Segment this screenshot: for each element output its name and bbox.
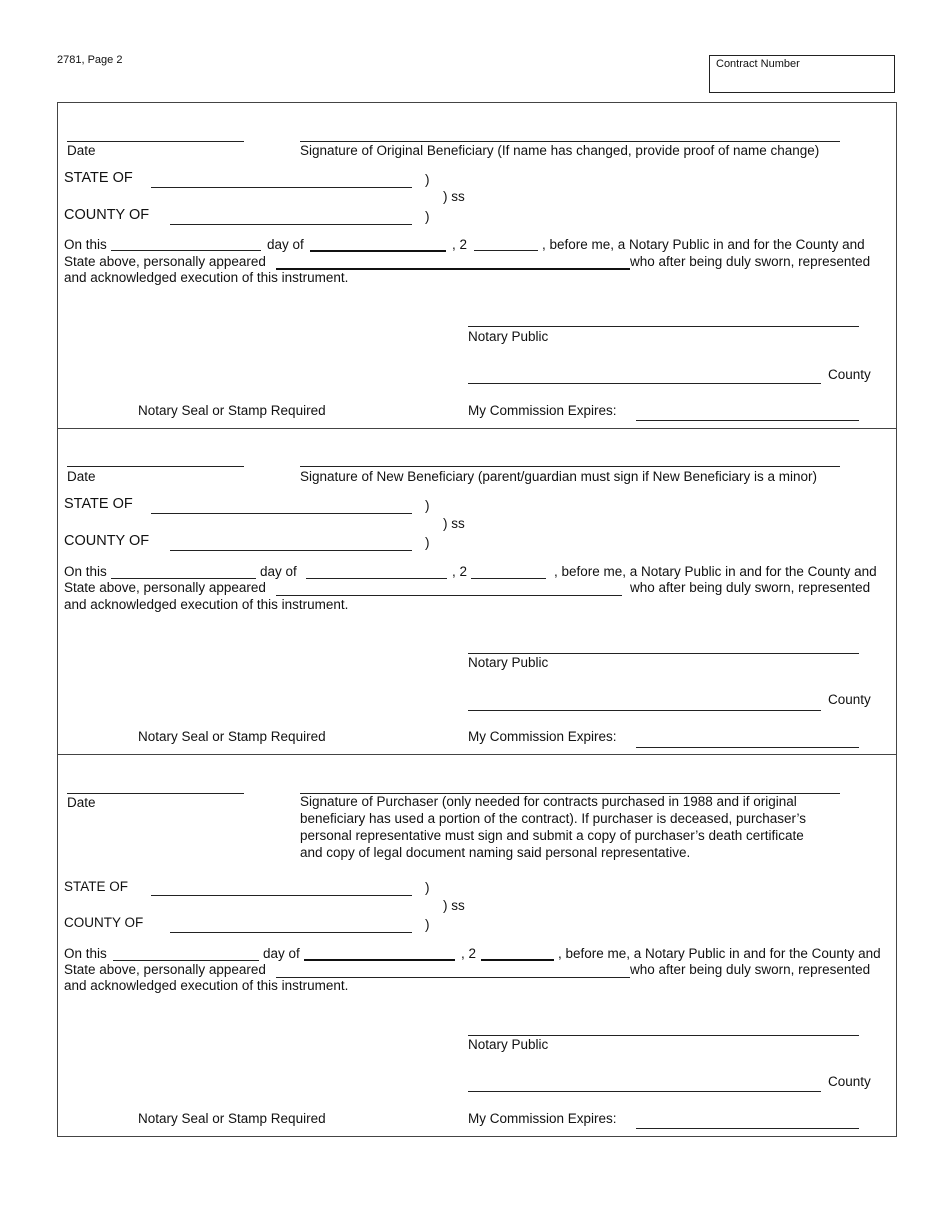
signature-field[interactable] xyxy=(300,778,840,794)
signature-field[interactable] xyxy=(300,451,840,467)
county-of-label: COUNTY OF xyxy=(64,207,150,223)
notary-county-field[interactable] xyxy=(468,695,821,711)
year-prefix: , 2 xyxy=(461,946,477,961)
notary-signature-field[interactable] xyxy=(468,638,859,654)
state-of-label: STATE OF xyxy=(64,170,133,186)
contract-number-field[interactable] xyxy=(709,55,895,93)
who-after-text: who after being duly sworn, represented xyxy=(630,254,871,269)
appeared-name-field[interactable] xyxy=(276,962,630,978)
year-field[interactable] xyxy=(481,944,554,961)
ss-label: ) ss xyxy=(443,189,465,204)
state-above-text: State above, personally appeared xyxy=(64,254,266,269)
county-of-label: COUNTY OF xyxy=(64,533,150,549)
day-of-label: day of xyxy=(263,946,300,961)
year-field[interactable] xyxy=(471,563,546,579)
county-label: County xyxy=(828,367,871,382)
date-field[interactable] xyxy=(67,126,244,142)
county-label: County xyxy=(828,692,871,707)
signature-caption: Signature of Original Beneficiary (If name has changed, provide proof of name change) xyxy=(300,143,820,158)
month-field[interactable] xyxy=(306,563,447,579)
seal-required-label: Notary Seal or Stamp Required xyxy=(138,1111,326,1126)
who-after-text: who after being duly sworn, represented xyxy=(630,580,871,595)
notary-signature-field[interactable] xyxy=(468,311,859,327)
date-label: Date xyxy=(67,795,96,810)
notary-form-frame xyxy=(57,102,897,1137)
page-label: 2781, Page 2 xyxy=(57,54,123,66)
day-field[interactable] xyxy=(113,945,259,961)
notary-county-field[interactable] xyxy=(468,1076,821,1092)
day-of-label: day of xyxy=(260,564,297,579)
county-of-field[interactable] xyxy=(170,535,412,551)
acknowledged-text: and acknowledged execution of this instrument. xyxy=(64,978,349,993)
before-me-text: , before me, a Notary Public in and for the County and xyxy=(542,237,865,252)
section-divider xyxy=(58,754,896,755)
county-of-field[interactable] xyxy=(170,209,412,225)
seal-required-label: Notary Seal or Stamp Required xyxy=(138,403,326,418)
state-above-text: State above, personally appeared xyxy=(64,580,266,595)
commission-expires-label: My Commission Expires: xyxy=(468,729,617,744)
paren: ) xyxy=(425,209,430,224)
state-of-label: STATE OF xyxy=(64,879,128,894)
on-this-label: On this xyxy=(64,946,107,961)
paren: ) xyxy=(425,917,430,932)
month-field[interactable] xyxy=(304,944,455,961)
state-of-field[interactable] xyxy=(151,172,412,188)
date-label: Date xyxy=(67,469,96,484)
year-field[interactable] xyxy=(474,235,538,251)
state-of-label: STATE OF xyxy=(64,496,133,512)
seal-required-label: Notary Seal or Stamp Required xyxy=(138,729,326,744)
paren: ) xyxy=(425,880,430,895)
signature-caption: Signature of New Beneficiary (parent/guardian must sign if New Beneficiary is a minor) xyxy=(300,469,817,484)
paren: ) xyxy=(425,498,430,513)
date-field[interactable] xyxy=(67,778,244,794)
signature-caption xyxy=(300,793,840,861)
before-me-text: , before me, a Notary Public in and for the County and xyxy=(554,564,877,579)
notary-county-field[interactable] xyxy=(468,368,821,384)
signature-caption-line: beneficiary has used a portion of the contract). If purchaser is deceased, purchaser’s xyxy=(300,811,807,826)
day-of-label: day of xyxy=(267,237,304,252)
month-field[interactable] xyxy=(310,235,446,252)
date-label: Date xyxy=(67,143,96,158)
commission-expires-label: My Commission Expires: xyxy=(468,403,617,418)
day-field[interactable] xyxy=(111,563,256,579)
notary-public-label: Notary Public xyxy=(468,1037,549,1052)
acknowledged-text: and acknowledged execution of this instrument. xyxy=(64,597,349,612)
commission-expires-field[interactable] xyxy=(636,1113,859,1129)
day-field[interactable] xyxy=(111,235,261,251)
state-of-field[interactable] xyxy=(151,880,412,896)
ss-label: ) ss xyxy=(443,898,465,913)
county-of-field[interactable] xyxy=(170,917,412,933)
state-above-text: State above, personally appeared xyxy=(64,962,266,977)
state-of-field[interactable] xyxy=(151,498,412,514)
on-this-label: On this xyxy=(64,237,107,252)
notary-signature-field[interactable] xyxy=(468,1020,859,1036)
commission-expires-field[interactable] xyxy=(636,732,859,748)
appeared-name-field[interactable] xyxy=(276,253,630,270)
year-prefix: , 2 xyxy=(452,564,468,579)
notary-public-label: Notary Public xyxy=(468,655,549,670)
acknowledged-text: and acknowledged execution of this instrument. xyxy=(64,270,349,285)
appeared-name-field[interactable] xyxy=(276,580,622,596)
date-field[interactable] xyxy=(67,451,244,467)
paren: ) xyxy=(425,535,430,550)
commission-expires-field[interactable] xyxy=(636,405,859,421)
signature-caption-line: and copy of legal document naming said personal representative. xyxy=(300,845,691,860)
who-after-text: who after being duly sworn, represented xyxy=(630,962,871,977)
signature-field[interactable] xyxy=(300,126,840,142)
ss-label: ) ss xyxy=(443,516,465,531)
on-this-label: On this xyxy=(64,564,107,579)
signature-caption-line: personal representative must sign and submit a copy of purchaser’s death certificate xyxy=(300,828,804,843)
county-of-label: COUNTY OF xyxy=(64,915,144,930)
county-label: County xyxy=(828,1074,871,1089)
notary-public-label: Notary Public xyxy=(468,329,549,344)
section-divider xyxy=(58,428,896,429)
year-prefix: , 2 xyxy=(452,237,468,252)
commission-expires-label: My Commission Expires: xyxy=(468,1111,617,1126)
contract-number-label: Contract Number xyxy=(716,58,800,70)
signature-caption-line: Signature of Purchaser (only needed for contracts purchased in 1988 and if original xyxy=(300,794,797,809)
paren: ) xyxy=(425,172,430,187)
before-me-text: , before me, a Notary Public in and for the County and xyxy=(558,946,881,961)
